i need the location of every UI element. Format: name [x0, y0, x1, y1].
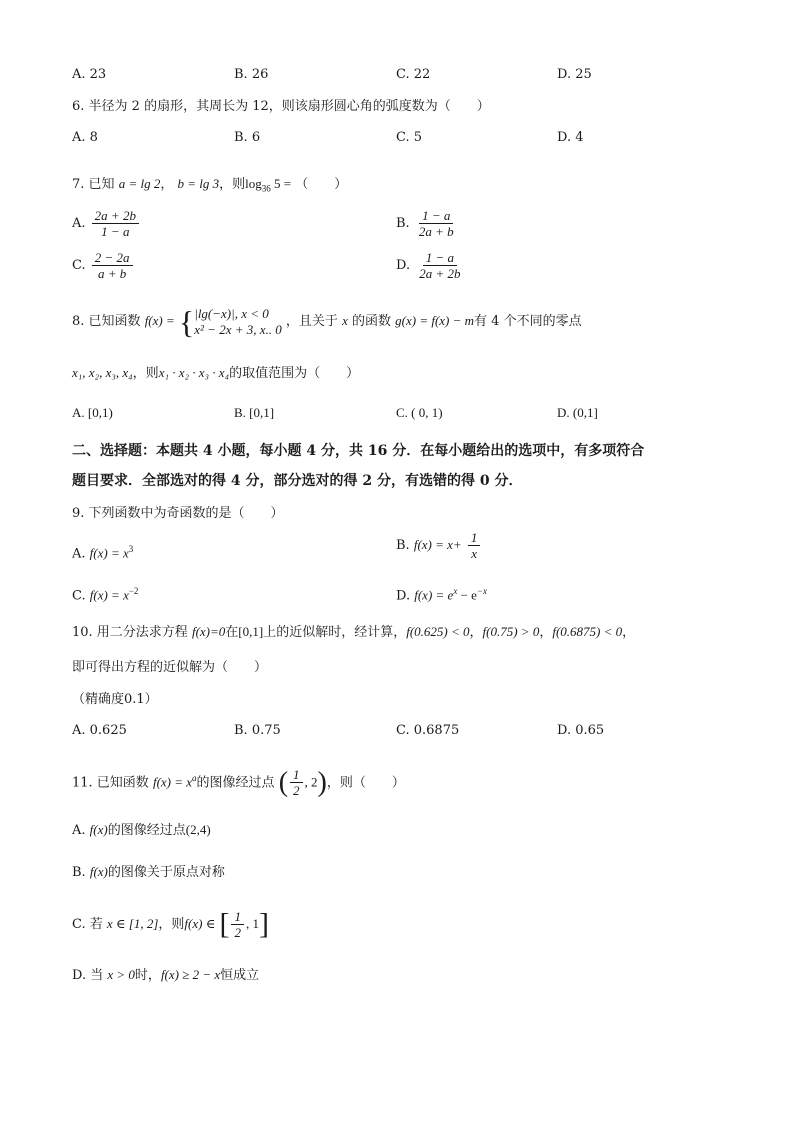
q7-option-a-label: A. — [72, 216, 86, 231]
q10-sep-1: ， — [469, 625, 483, 640]
q8-prefix: 8. 已知函数 — [72, 314, 141, 329]
q7-option-d-fraction — [416, 250, 463, 281]
q7-then: ，则 — [219, 177, 246, 192]
q7-option-d-numerator: 1 − a — [423, 250, 457, 266]
q6-option-a: A. 8 — [72, 130, 98, 145]
q9-option-d — [396, 582, 487, 605]
q7-b-definition: b = lg 3 — [177, 176, 220, 191]
q11-option-b — [72, 863, 225, 882]
q8-zero-vars: x₁, x₂, x₃, x₄ — [72, 365, 133, 380]
q11-option-d-inequality: f(x) ≥ 2 − x — [160, 967, 221, 982]
q10-option-a: A. 0.625 — [72, 723, 127, 738]
q5-option-a: A. 23 — [72, 67, 107, 82]
q10-option-c: C. 0.6875 — [396, 723, 460, 738]
q6-stem: 6. 半径为 2 的扇形，其周长为 12，则该扇形圆心角的弧度数为（ ） — [72, 99, 490, 114]
q7-option-b-fraction — [416, 208, 457, 239]
q10-prefix: 10. 用二分法求方程 — [72, 625, 188, 640]
q7-answer-paren: （ ） — [295, 177, 348, 192]
q8-left-brace: { — [178, 303, 195, 340]
q7-log-arg: 5 = — [270, 176, 292, 191]
q11-option-b-label: B. — [72, 865, 86, 880]
q7-option-b — [396, 208, 459, 239]
q11-point-numerator: 1 — [290, 767, 303, 783]
q9-option-d-label: D. — [396, 588, 411, 604]
section2-instructions-line2: 题目要求．全部选对的得 4 分，部分选对的得 2 分，有选错的得 0 分． — [72, 473, 523, 489]
q7-option-c-denominator: a + b — [98, 266, 127, 281]
q7-a-definition: a = lg 2 — [118, 176, 161, 191]
q7-option-a — [72, 208, 141, 239]
q11-option-d — [72, 966, 259, 985]
q7-option-c-numerator: 2 − 2a — [92, 250, 133, 266]
q8-line2-tail: 的取值范围为（ ） — [229, 366, 360, 381]
q10-stem-line2: 即可得出方程的近似解为（ ） — [72, 660, 268, 675]
q11-stem — [72, 760, 405, 801]
q11-point-right-paren: ) — [317, 766, 327, 798]
q10-stem-line1 — [72, 623, 635, 642]
q11-option-a-text: 的图像经过点 — [107, 823, 186, 838]
q10-mid: 在 — [225, 625, 239, 640]
q9-option-d-exp1: x — [453, 586, 458, 596]
q5-option-c: C. 22 — [396, 67, 431, 82]
q11-option-d-condition: x > 0 — [107, 967, 135, 982]
q10-condition-2: f(0.75) > 0 — [482, 624, 540, 639]
q9-option-d-expr: f(x) = e — [414, 587, 454, 603]
q10-precision-note: （精确度0.1） — [72, 692, 158, 707]
q9-option-c-exponent: −2 — [128, 586, 139, 596]
q8-option-b: B. [0,1] — [234, 405, 275, 420]
q11-option-c-right-bracket: ] — [258, 907, 269, 941]
q11-option-c — [72, 906, 269, 943]
q9-option-c-expr: f(x) = x — [89, 587, 129, 603]
q11-point-denominator: 2 — [293, 783, 300, 799]
q9-stem: 9. 下列函数中为奇函数的是（ ） — [72, 506, 284, 521]
q11-option-a-point: (2,4) — [185, 822, 211, 837]
q11-option-c-numerator: 1 — [231, 909, 244, 925]
q8-stem-line1 — [72, 298, 582, 345]
q11-prefix: 11. 已知函数 — [72, 775, 149, 791]
q8-option-a: A. [0,1) — [72, 405, 113, 420]
q10-interval: [0,1] — [238, 624, 264, 639]
q11-option-d-text: 时， — [134, 968, 161, 983]
q8-option-c: C. ( 0, 1) — [396, 405, 443, 420]
q7-option-a-denominator: 1 − a — [101, 224, 130, 239]
q11-option-a-fx: f(x) — [89, 822, 108, 837]
q7-option-d — [396, 250, 466, 281]
q11-mid: 的图像经过点 — [196, 775, 275, 791]
q11-point-left-paren: ( — [278, 766, 289, 798]
q11-option-c-text: ，则 — [158, 917, 185, 932]
q9-option-b — [396, 530, 482, 561]
q7-option-d-denominator: 2a + 2b — [419, 266, 461, 281]
q10-sep-2: ， — [539, 625, 553, 640]
q9-option-b-numerator: 1 — [468, 530, 481, 546]
q9-option-b-expr: f(x) = x+ — [413, 537, 462, 552]
q9-option-b-fraction — [468, 530, 481, 561]
q10-condition-3: f(0.6875) < 0 — [552, 624, 623, 639]
q10-condition-1: f(0.625) < 0 — [406, 624, 470, 639]
q7-option-c-fraction — [92, 250, 133, 281]
q9-option-d-minus: − e — [457, 587, 477, 603]
q11-option-c-fraction — [231, 909, 244, 940]
q11-option-c-upper: , 1 — [245, 916, 259, 931]
q11-tail: ，则（ ） — [326, 775, 405, 791]
q9-option-c-label: C. — [72, 588, 86, 604]
q7-log: log — [245, 176, 262, 191]
q5-option-d: D. 25 — [557, 67, 592, 82]
q11-option-a — [72, 821, 211, 840]
q8-case2: x² − 2x + 3, x.. 0 — [194, 321, 282, 337]
q7-option-a-numerator: 2a + 2b — [92, 208, 139, 224]
q11-fx: f(x) = x — [152, 774, 193, 790]
q9-option-c — [72, 582, 138, 605]
q7-prefix: 7. 已知 — [72, 177, 115, 192]
q6-option-b: B. 6 — [234, 130, 261, 145]
q11-option-c-fx: f(x) ∈ — [184, 916, 216, 931]
q11-option-d-label: D. 当 — [72, 968, 104, 983]
q8-case1: |lg(−x)|, x < 0 — [194, 305, 269, 321]
q9-option-a-exponent: 3 — [128, 544, 134, 554]
q7-option-c — [72, 250, 135, 281]
q8-product: x₁ · x₂ · x₃ · x₄ — [158, 365, 230, 380]
q11-option-b-fx: f(x) — [89, 864, 108, 879]
q9-option-a — [72, 540, 133, 563]
q8-mid2: 的函数 — [351, 314, 391, 329]
q9-option-d-exp2: −x — [476, 586, 488, 596]
q7-option-a-fraction — [92, 208, 139, 239]
q8-variable-x: x — [342, 313, 348, 328]
q7-option-c-label: C. — [72, 258, 86, 273]
q6-option-d: D. 4 — [557, 130, 584, 145]
q5-option-b: B. 26 — [234, 67, 269, 82]
q8-option-d: D. (0,1] — [557, 405, 598, 420]
q8-line2-mid: ，则 — [132, 366, 159, 381]
q8-piecewise — [178, 303, 282, 340]
q8-stem-line2 — [72, 364, 359, 383]
q9-option-a-expr: f(x) = x — [89, 545, 129, 561]
q7-stem: 7. 已知 a = lg 2， b = lg 3，则$\log_{36} 5$ = （ ） — [72, 176, 348, 194]
q7-option-b-numerator: 1 − a — [419, 208, 453, 224]
q11-option-d-tail: 恒成立 — [220, 968, 260, 983]
q9-option-b-denominator: x — [471, 546, 477, 561]
q8-fx: f(x) = — [144, 313, 175, 328]
q7-log-base: 36 — [261, 183, 271, 194]
q8-mid: ，且关于 — [285, 314, 338, 329]
q11-option-c-denominator: 2 — [234, 925, 241, 940]
q10-equation: f(x)=0 — [191, 624, 226, 639]
q11-option-c-condition: x ∈ [1, 2] — [106, 916, 159, 931]
q10-end: ， — [622, 625, 636, 640]
q11-option-c-left-bracket: [ — [219, 907, 230, 941]
q9-option-b-label: B. — [396, 538, 410, 553]
q7-option-b-label: B. — [396, 216, 410, 231]
q10-tail: 上的近似解时，经计算， — [263, 625, 407, 640]
q6-option-c: C. 5 — [396, 130, 423, 145]
q8-cases — [194, 306, 282, 338]
q7-option-d-label: D. — [396, 258, 411, 273]
q11-exponent: a — [192, 773, 197, 783]
q11-option-b-text: 的图像关于原点对称 — [107, 865, 225, 880]
q11-point-fraction — [290, 767, 303, 798]
q11-option-c-label: C. 若 — [72, 917, 103, 932]
q8-tail: 有 4 个不同的零点 — [474, 314, 582, 329]
q11-point-y: , 2 — [304, 774, 318, 790]
q10-option-d: D. 0.65 — [557, 723, 605, 738]
q8-gx: g(x) = f(x) − m — [395, 313, 475, 328]
q11-option-a-label: A. — [72, 823, 86, 838]
section2-instructions-line1: 二、选择题：本题共 4 小题，每小题 4 分，共 16 分．在每小题给出的选项中，有多项符合 — [72, 443, 645, 459]
q9-option-a-label: A. — [72, 546, 86, 562]
q10-option-b: B. 0.75 — [234, 723, 281, 738]
q7-option-b-denominator: 2a + b — [418, 224, 454, 239]
